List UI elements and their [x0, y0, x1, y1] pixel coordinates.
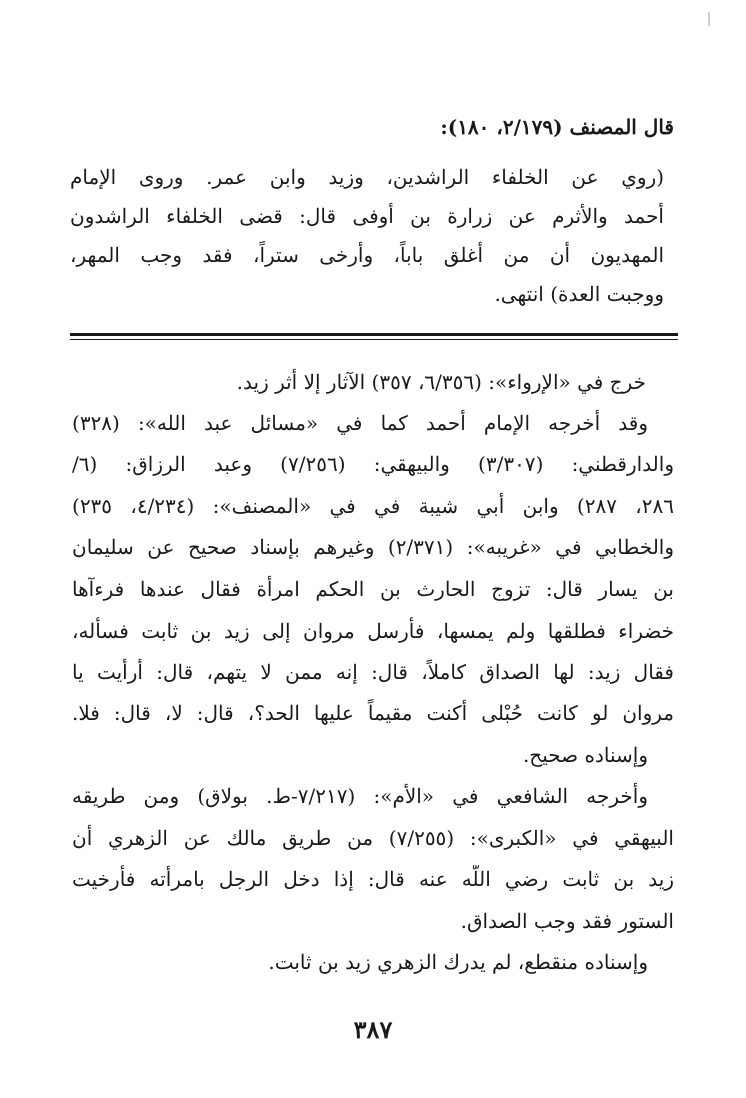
quote-line: ووجبت العدة) انتهى. [494, 282, 664, 306]
scan-speck [708, 12, 710, 26]
commentary-line: فقال زيد: لها الصداق كاملاً، قال: إنه ممن لا يتهم، قال: أرأيت يا [72, 660, 674, 684]
commentary-line: زيد بن ثابت رضي اللّه عنه قال: إذا دخل الرجل بامرأته فأرخيت [72, 867, 674, 891]
commentary-line: البيهقي في «الكبرى»: (٧/٢٥٥) من طريق مالك عن الزهري أن [72, 826, 674, 850]
commentary-line: الستور فقد وجب الصداق. [460, 909, 674, 933]
commentary-line: خرج في «الإرواء»: (٦/٣٥٦، ٣٥٧) الآثار إلا أثر زيد. [236, 370, 646, 394]
separator-rule-thick [70, 333, 678, 336]
section-heading: قال المصنف (٢/١٧٩، ١٨٠): [440, 115, 674, 139]
commentary-line: ٢٨٦، ٢٨٧) وابن أبي شيبة في في «المصنف»: (٤/٢٣٤، ٢٣٥) [72, 494, 674, 518]
commentary-line: خضراء فطلقها ولم يمسها، فأرسل مروان إلى زيد بن ثابت فسأله، [72, 619, 674, 643]
separator-rule-thin [70, 339, 678, 340]
quote-line: أحمد والأثرم عن زرارة بن أوفى قال: قضى الخلفاء الراشدون [70, 204, 664, 228]
quote-line: المهديون أن من أغلق باباً، وأرخى ستراً، فقد وجب المهر، [70, 243, 664, 267]
page-number: ٣٨٧ [353, 1015, 393, 1044]
commentary-line: مروان لو كانت حُبْلى أكنت مقيماً عليها الحد؟، قال: لا، قال: فلا. [72, 701, 674, 725]
commentary-line: والخطابي في «غريبه»: (٢/٣٧١) وغيرهم بإسناد صحيح عن سليمان [72, 535, 674, 559]
commentary-line: والدارقطني: (٣/٣٠٧) والبيهقي: (٧/٢٥٦) وعبد الرزاق: (٦/ [72, 452, 674, 476]
commentary-line: وإسناده صحيح. [522, 743, 648, 767]
commentary-line: وأخرجه الشافعي في «الأم»: (٧/٢١٧-ط. بولاق) ومن طريقه [72, 784, 648, 808]
commentary-line: وإسناده منقطع، لم يدرك الزهري زيد بن ثابت. [268, 950, 648, 974]
commentary-line: بن يسار قال: تزوج الحارث بن الحكم امرأة فقال عندها فرءآها [72, 577, 674, 601]
quote-line: (روي عن الخلفاء الراشدين، وزيد وابن عمر. وروى الإمام [70, 165, 664, 189]
commentary-line: وقد أخرجه الإمام أحمد كما في «مسائل عبد الله»: (٣٢٨) [72, 411, 648, 435]
